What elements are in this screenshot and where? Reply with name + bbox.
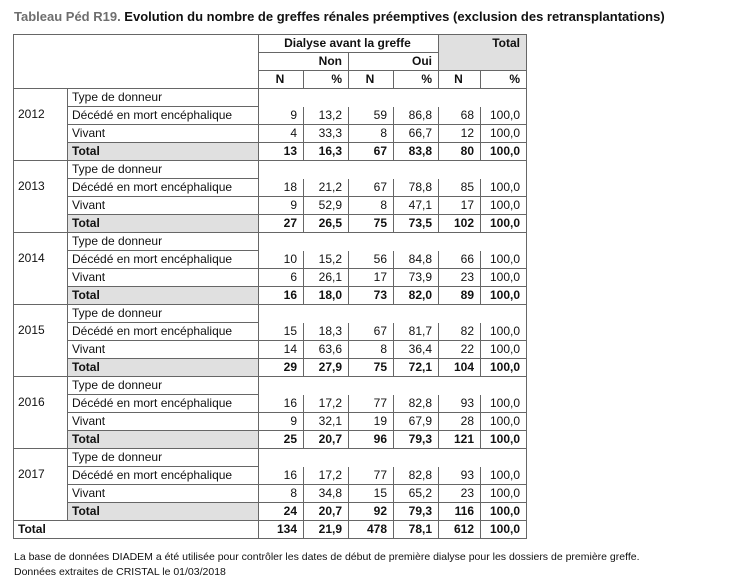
dme-row (14, 323, 527, 341)
cell-dme: 15,2 (304, 251, 349, 269)
dme-label: Décédé en mort encéphalique (68, 323, 259, 341)
vivant-row (14, 485, 527, 503)
cell-vivant: 33,3 (304, 125, 349, 143)
cell-dme: 59 (349, 107, 394, 125)
cell-vivant: 8 (349, 125, 394, 143)
table-body (14, 89, 527, 521)
cell-dme: 17,2 (304, 467, 349, 485)
footnote-source: La base de données DIADEM a été utilisée pour contrôler les dates de début de première dialyse pour les dossiers de première greffe. (14, 551, 640, 563)
cell-vivant: 8 (349, 341, 394, 359)
cell-dme: 66 (439, 251, 481, 269)
grand-total-row (14, 521, 527, 539)
cell-vivant: 23 (439, 269, 481, 287)
cell-vivant: 100,0 (481, 485, 527, 503)
table-title-text: Evolution du nombre de greffes rénales préemptives (exclusion des retransplantations) (120, 9, 665, 24)
dme-label: Décédé en mort encéphalique (68, 395, 259, 413)
cell-total: 104 (439, 359, 481, 377)
header-oui: Oui (349, 53, 439, 71)
cell-dme: 56 (349, 251, 394, 269)
grand-total-cell: 100,0 (481, 521, 527, 539)
cell-total: 26,5 (304, 215, 349, 233)
dme-row (14, 179, 527, 197)
cell-total: 25 (259, 431, 304, 449)
cell-dme: 84,8 (394, 251, 439, 269)
cell-vivant: 26,1 (304, 269, 349, 287)
dme-label: Décédé en mort encéphalique (68, 179, 259, 197)
cell-vivant: 100,0 (481, 197, 527, 215)
dme-row (14, 107, 527, 125)
cell-dme: 9 (259, 107, 304, 125)
cell-total: 82,0 (394, 287, 439, 305)
type-row-spacer (259, 233, 527, 251)
year-total-row (14, 287, 527, 305)
cell-vivant: 67,9 (394, 413, 439, 431)
cell-dme: 78,8 (394, 179, 439, 197)
year-label: 2015 (14, 305, 68, 377)
dme-row (14, 251, 527, 269)
year-total-label: Total (68, 287, 259, 305)
footnote-extraction-date: Données extraites de CRISTAL le 01/03/2018 (14, 566, 226, 578)
vivant-row (14, 197, 527, 215)
cell-vivant: 52,9 (304, 197, 349, 215)
vivant-label: Vivant (68, 125, 259, 143)
vivant-label: Vivant (68, 485, 259, 503)
dme-row (14, 395, 527, 413)
cell-vivant: 15 (349, 485, 394, 503)
header-n: N (349, 71, 394, 89)
cell-total: 73 (349, 287, 394, 305)
type-label: Type de donneur (68, 89, 259, 107)
dme-row (14, 467, 527, 485)
dme-label: Décédé en mort encéphalique (68, 251, 259, 269)
type-row (14, 89, 527, 107)
cell-vivant: 47,1 (394, 197, 439, 215)
grand-total-cell: 478 (349, 521, 394, 539)
cell-vivant: 8 (259, 485, 304, 503)
cell-total: 100,0 (481, 503, 527, 521)
grand-total-cell: 78,1 (394, 521, 439, 539)
cell-dme: 16 (259, 467, 304, 485)
cell-total: 100,0 (481, 431, 527, 449)
cell-total: 121 (439, 431, 481, 449)
cell-total: 92 (349, 503, 394, 521)
cell-dme: 67 (349, 179, 394, 197)
cell-total: 79,3 (394, 431, 439, 449)
year-total-label: Total (68, 431, 259, 449)
grand-total-cell: 134 (259, 521, 304, 539)
year-label: 2016 (14, 377, 68, 449)
cell-vivant: 36,4 (394, 341, 439, 359)
cell-vivant: 100,0 (481, 269, 527, 287)
type-row (14, 449, 527, 467)
cell-total: 73,5 (394, 215, 439, 233)
year-label: 2014 (14, 233, 68, 305)
cell-vivant: 17 (439, 197, 481, 215)
vivant-label: Vivant (68, 269, 259, 287)
year-total-label: Total (68, 359, 259, 377)
type-row-spacer (259, 89, 527, 107)
cell-total: 83,8 (394, 143, 439, 161)
cell-vivant: 9 (259, 413, 304, 431)
type-row (14, 161, 527, 179)
cell-total: 79,3 (394, 503, 439, 521)
year-total-row (14, 503, 527, 521)
type-row (14, 377, 527, 395)
cell-dme: 100,0 (481, 107, 527, 125)
type-label: Type de donneur (68, 377, 259, 395)
cell-dme: 93 (439, 395, 481, 413)
cell-total: 72,1 (394, 359, 439, 377)
cell-dme: 18,3 (304, 323, 349, 341)
cell-total: 75 (349, 359, 394, 377)
cell-dme: 85 (439, 179, 481, 197)
type-row-spacer (259, 449, 527, 467)
year-total-label: Total (68, 143, 259, 161)
cell-vivant: 63,6 (304, 341, 349, 359)
cell-vivant: 34,8 (304, 485, 349, 503)
cell-dme: 68 (439, 107, 481, 125)
cell-dme: 77 (349, 467, 394, 485)
cell-total: 116 (439, 503, 481, 521)
cell-total: 16,3 (304, 143, 349, 161)
type-row-spacer (259, 377, 527, 395)
cell-vivant: 66,7 (394, 125, 439, 143)
cell-dme: 10 (259, 251, 304, 269)
type-label: Type de donneur (68, 161, 259, 179)
cell-dme: 81,7 (394, 323, 439, 341)
table-title (14, 9, 665, 24)
cell-total: 75 (349, 215, 394, 233)
header-n: N (259, 71, 304, 89)
cell-vivant: 100,0 (481, 125, 527, 143)
cell-total: 18,0 (304, 287, 349, 305)
table-title-prefix: Tableau Péd R19. (14, 9, 121, 24)
header-non: Non (259, 53, 349, 71)
header-total: Total (439, 35, 527, 53)
vivant-label: Vivant (68, 413, 259, 431)
cell-vivant: 12 (439, 125, 481, 143)
cell-vivant: 6 (259, 269, 304, 287)
cell-vivant: 32,1 (304, 413, 349, 431)
cell-vivant: 8 (349, 197, 394, 215)
type-row (14, 305, 527, 323)
cell-total: 102 (439, 215, 481, 233)
type-label: Type de donneur (68, 233, 259, 251)
vivant-label: Vivant (68, 197, 259, 215)
header-pct: % (394, 71, 439, 89)
cell-total: 27,9 (304, 359, 349, 377)
type-row (14, 233, 527, 251)
cell-total: 16 (259, 287, 304, 305)
cell-total: 89 (439, 287, 481, 305)
cell-dme: 93 (439, 467, 481, 485)
cell-dme: 17,2 (304, 395, 349, 413)
cell-dme: 100,0 (481, 467, 527, 485)
cell-total: 100,0 (481, 359, 527, 377)
year-total-row (14, 215, 527, 233)
type-row-spacer (259, 305, 527, 323)
vivant-row (14, 341, 527, 359)
cell-vivant: 100,0 (481, 341, 527, 359)
cell-vivant: 17 (349, 269, 394, 287)
vivant-row (14, 413, 527, 431)
cell-vivant: 28 (439, 413, 481, 431)
cell-total: 29 (259, 359, 304, 377)
header-dialyse: Dialyse avant la greffe (259, 35, 439, 53)
header-pct: % (304, 71, 349, 89)
header-corner (14, 35, 259, 89)
year-total-row (14, 359, 527, 377)
cell-vivant: 9 (259, 197, 304, 215)
cell-dme: 67 (349, 323, 394, 341)
cell-total: 20,7 (304, 503, 349, 521)
cell-dme: 100,0 (481, 323, 527, 341)
cell-vivant: 14 (259, 341, 304, 359)
cell-dme: 100,0 (481, 395, 527, 413)
cell-vivant: 23 (439, 485, 481, 503)
cell-total: 80 (439, 143, 481, 161)
type-label: Type de donneur (68, 449, 259, 467)
cell-dme: 82 (439, 323, 481, 341)
type-row-spacer (259, 161, 527, 179)
type-label: Type de donneur (68, 305, 259, 323)
cell-dme: 13,2 (304, 107, 349, 125)
grand-total-label: Total (14, 521, 259, 539)
year-label: 2017 (14, 449, 68, 521)
cell-total: 100,0 (481, 287, 527, 305)
cell-dme: 100,0 (481, 179, 527, 197)
cell-total: 100,0 (481, 143, 527, 161)
year-total-label: Total (68, 503, 259, 521)
grand-total-cell: 21,9 (304, 521, 349, 539)
cell-dme: 82,8 (394, 467, 439, 485)
header-total-spacer (439, 53, 527, 71)
year-label: 2013 (14, 161, 68, 233)
cell-dme: 100,0 (481, 251, 527, 269)
cell-dme: 16 (259, 395, 304, 413)
year-total-row (14, 431, 527, 449)
cell-dme: 82,8 (394, 395, 439, 413)
cell-total: 100,0 (481, 215, 527, 233)
year-total-row (14, 143, 527, 161)
cell-total: 20,7 (304, 431, 349, 449)
cell-vivant: 100,0 (481, 413, 527, 431)
cell-vivant: 4 (259, 125, 304, 143)
cell-dme: 15 (259, 323, 304, 341)
cell-total: 13 (259, 143, 304, 161)
cell-dme: 18 (259, 179, 304, 197)
vivant-label: Vivant (68, 341, 259, 359)
cell-vivant: 19 (349, 413, 394, 431)
cell-dme: 77 (349, 395, 394, 413)
year-total-label: Total (68, 215, 259, 233)
cell-total: 96 (349, 431, 394, 449)
vivant-row (14, 125, 527, 143)
grand-total-cell: 612 (439, 521, 481, 539)
header-pct: % (481, 71, 527, 89)
cell-dme: 21,2 (304, 179, 349, 197)
cell-total: 24 (259, 503, 304, 521)
graft-table (13, 34, 527, 539)
dme-label: Décédé en mort encéphalique (68, 467, 259, 485)
cell-total: 27 (259, 215, 304, 233)
cell-total: 67 (349, 143, 394, 161)
header-n: N (439, 71, 481, 89)
dme-label: Décédé en mort encéphalique (68, 107, 259, 125)
cell-vivant: 22 (439, 341, 481, 359)
year-label: 2012 (14, 89, 68, 161)
cell-vivant: 73,9 (394, 269, 439, 287)
cell-vivant: 65,2 (394, 485, 439, 503)
vivant-row (14, 269, 527, 287)
cell-dme: 86,8 (394, 107, 439, 125)
